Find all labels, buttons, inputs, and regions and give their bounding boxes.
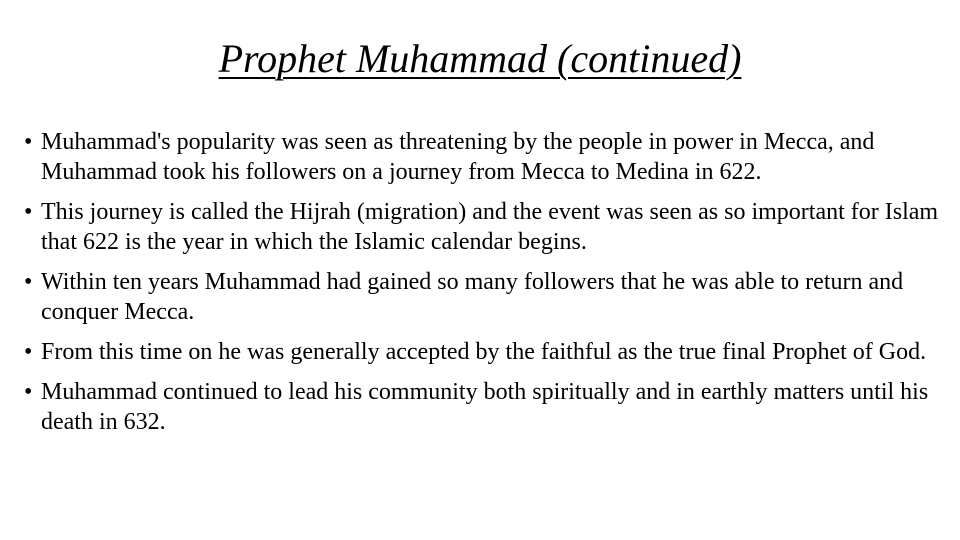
bullet-item <box>24 267 944 327</box>
bullet-text: This journey is called the Hijrah (migration) and the event was seen as so important for Islam that 622 is the year in which the Islamic calendar begins. <box>41 199 939 255</box>
bullet-icon: • <box>24 269 33 295</box>
bullet-item <box>24 197 944 257</box>
bullet-item <box>24 127 944 187</box>
slide-title: Prophet Muhammad (continued) <box>218 36 742 81</box>
bullet-icon: • <box>24 129 33 155</box>
bullet-list <box>24 127 944 447</box>
bullet-text: From this time on he was generally accepted by the faithful as the true final Prophet of God. <box>41 339 927 365</box>
bullet-icon: • <box>24 199 33 225</box>
bullet-icon: • <box>24 379 33 405</box>
bullet-item <box>24 377 944 437</box>
bullet-item <box>24 337 944 367</box>
bullet-text: Muhammad's popularity was seen as threatening by the people in power in Mecca, and Muhammad took his followers on a journey from Mecca to Medina in 622. <box>41 129 875 185</box>
bullet-icon: • <box>24 339 33 365</box>
bullet-text: Within ten years Muhammad had gained so many followers that he was able to return and conquer Mecca. <box>41 269 904 325</box>
bullet-text: Muhammad continued to lead his community both spiritually and in earthly matters until his death in 632. <box>41 379 929 435</box>
